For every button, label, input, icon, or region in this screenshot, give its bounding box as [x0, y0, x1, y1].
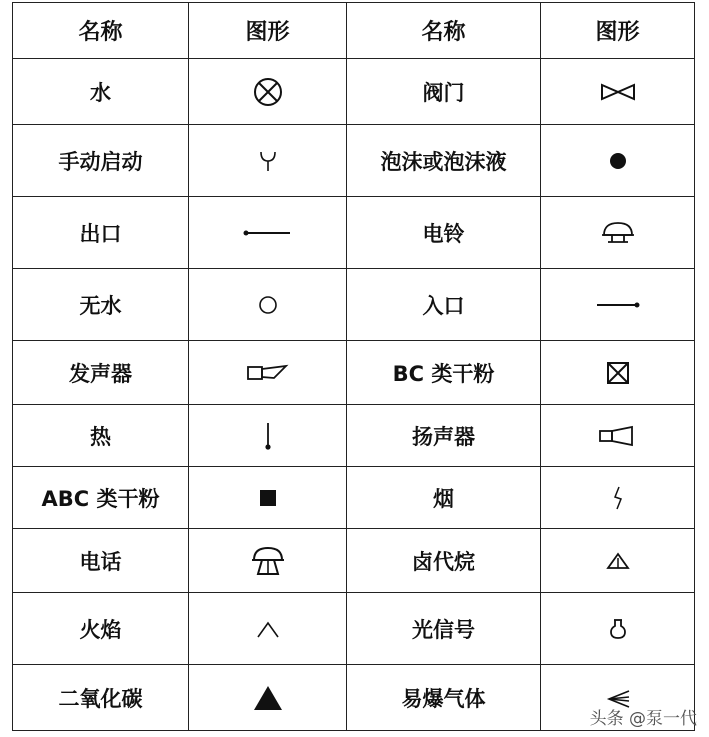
table-row	[13, 341, 695, 405]
symbol-name: 烟	[347, 467, 541, 529]
table-row	[13, 593, 695, 665]
table-row	[13, 529, 695, 593]
bc-powder-icon	[604, 359, 632, 387]
symbol-name: 无水	[13, 269, 189, 341]
header-row	[13, 3, 695, 59]
header-name-right: 名称	[347, 3, 541, 59]
symbol-name: 电话	[13, 529, 189, 593]
symbol-name: 电铃	[347, 197, 541, 269]
symbol-name: 手动启动	[13, 125, 189, 197]
sounder-icon	[244, 361, 292, 385]
symbol-name: 易爆气体	[347, 665, 541, 731]
inlet-icon	[593, 297, 643, 313]
abc-powder-icon	[256, 486, 280, 510]
header-name-left: 名称	[13, 3, 189, 59]
header-shape-right: 图形	[541, 3, 695, 59]
symbol-name: 水	[13, 59, 189, 125]
no-water-icon	[254, 291, 282, 319]
symbol-name: 光信号	[347, 593, 541, 665]
symbol-name: 入口	[347, 269, 541, 341]
table-row	[13, 405, 695, 467]
flame-icon	[253, 617, 283, 641]
halon-icon	[604, 550, 632, 572]
bell-icon	[598, 219, 638, 247]
symbol-name: 出口	[13, 197, 189, 269]
light-signal-icon	[608, 616, 628, 642]
symbol-name: 火焰	[13, 593, 189, 665]
loudspeaker-icon	[596, 424, 640, 448]
table-row	[13, 269, 695, 341]
symbol-name: 二氧化碳	[13, 665, 189, 731]
symbol-name: 卤代烷	[347, 529, 541, 593]
header-shape-left: 图形	[189, 3, 347, 59]
symbol-name: ABC 类干粉	[13, 467, 189, 529]
table-row	[13, 59, 695, 125]
symbol-name: 发声器	[13, 341, 189, 405]
watermark: 头条 @泵一代	[589, 709, 697, 729]
smoke-icon	[610, 484, 626, 512]
table-row	[13, 467, 695, 529]
table-row	[13, 197, 695, 269]
manual-start-icon	[256, 147, 280, 175]
symbol-name: 扬声器	[347, 405, 541, 467]
telephone-icon	[248, 544, 288, 578]
symbol-name: 泡沫或泡沫液	[347, 125, 541, 197]
co2-icon	[251, 683, 285, 713]
valve-icon	[598, 80, 638, 104]
symbol-name: BC 类干粉	[347, 341, 541, 405]
symbol-name: 阀门	[347, 59, 541, 125]
table-row	[13, 125, 695, 197]
heat-icon	[260, 419, 276, 453]
outlet-icon	[240, 225, 296, 241]
symbol-table	[12, 2, 695, 731]
symbol-name: 热	[13, 405, 189, 467]
foam-icon	[606, 149, 630, 173]
water-icon	[248, 72, 288, 112]
